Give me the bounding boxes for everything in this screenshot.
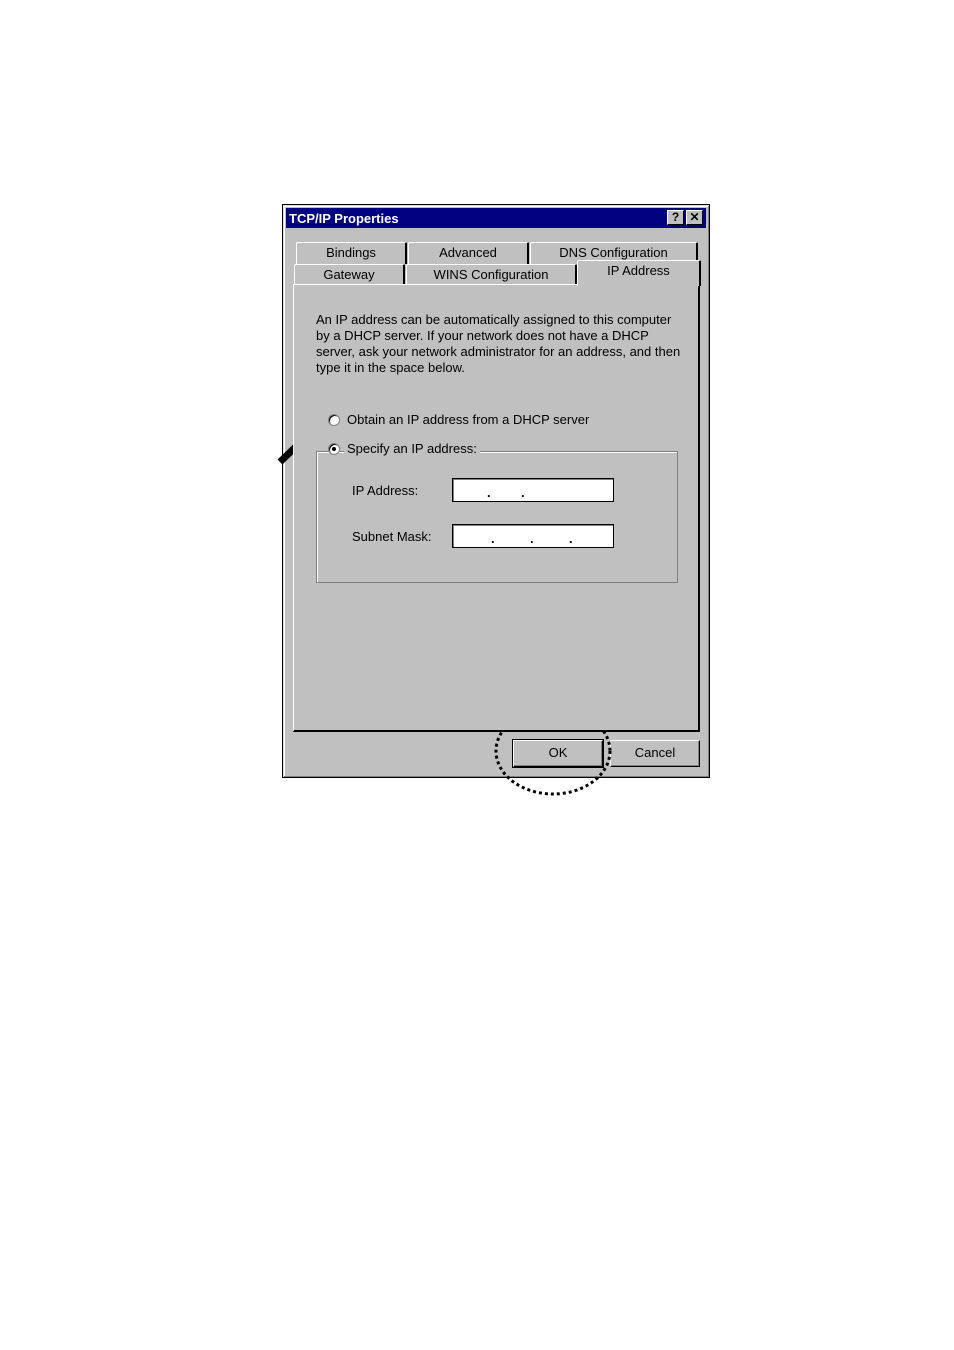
window-title: TCP/IP Properties xyxy=(289,211,399,226)
obtain-ip-label[interactable]: Obtain an IP address from a DHCP server xyxy=(347,412,590,427)
tab-gateway[interactable]: Gateway xyxy=(294,264,405,286)
tab-wins-configuration[interactable]: WINS Configuration xyxy=(406,264,577,286)
subnet-mask-label: Subnet Mask: xyxy=(352,529,432,544)
tab-ip-address[interactable]: IP Address xyxy=(577,260,701,286)
tab-bindings[interactable]: Bindings xyxy=(296,242,407,264)
description-text: An IP address can be automatically assigned to this computer by a DHCP server. If your network does not have a DHCP server, ask your network administrator for an address, and then type it in the space below. xyxy=(316,312,681,375)
ip-address-label: IP Address: xyxy=(352,483,419,498)
subnet-mask-field[interactable]: . . . xyxy=(452,524,614,548)
ip-address-panel xyxy=(293,284,700,732)
specify-ip-groupbox xyxy=(316,451,678,583)
tab-dns-configuration[interactable]: DNS Configuration xyxy=(530,242,698,264)
tcpip-properties-dialog xyxy=(282,204,710,778)
cancel-button[interactable]: Cancel xyxy=(610,740,700,767)
specify-ip-label[interactable]: Specify an IP address: xyxy=(344,441,480,456)
close-icon[interactable]: ✕ xyxy=(686,210,703,225)
radio-selected-dot xyxy=(332,447,336,451)
title-bar[interactable] xyxy=(286,208,706,228)
tab-advanced[interactable]: Advanced xyxy=(408,242,529,264)
specify-ip-radio[interactable] xyxy=(328,443,340,455)
ip-address-field[interactable]: . . xyxy=(452,478,614,502)
obtain-ip-radio[interactable] xyxy=(328,414,340,426)
help-icon[interactable]: ? xyxy=(667,210,684,225)
ok-button[interactable]: OK xyxy=(513,740,603,767)
